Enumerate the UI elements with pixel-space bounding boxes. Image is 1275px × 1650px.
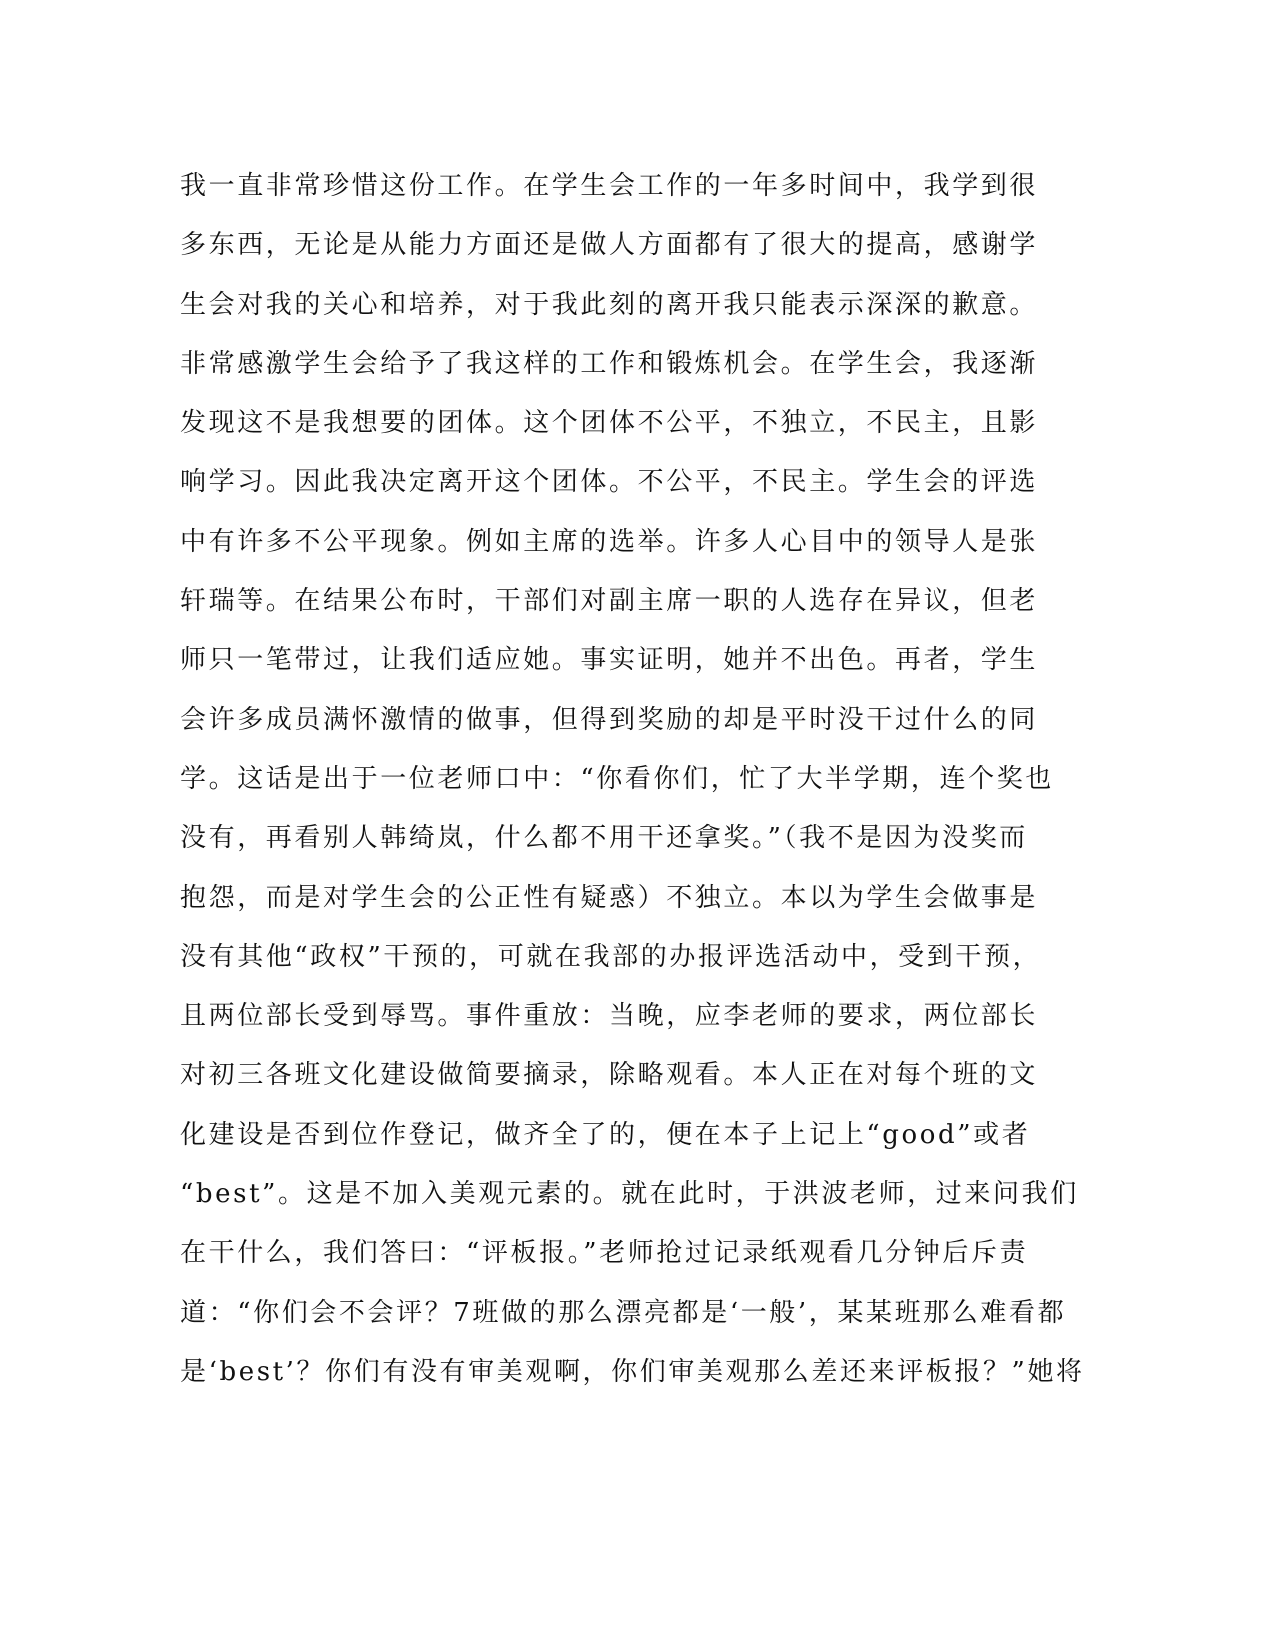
text-line-13: 抱怨，而是对学生会的公正性有疑惑）不独立。本以为学生会做事是: [180, 882, 1039, 913]
text-line-11: 学。这话是出于一位老师口中：“你看你们，忙了大半学期，连个奖也: [180, 763, 1054, 794]
text-line-8: 轩瑞等。在结果公布时，干部们对副主席一职的人选存在异议，但老: [180, 586, 1039, 617]
body-text: [180, 157, 1085, 1402]
text-line-16: 对初三各班文化建设做简要摘录，除略观看。本人正在对每个班的文: [180, 1060, 1039, 1091]
text-line-15: 且两位部长受到辱骂。事件重放：当晚，应李老师的要求，两位部长: [180, 1001, 1039, 1032]
text-line-5: 发现这不是我想要的团体。这个团体不公平，不独立，不民主，且影: [180, 408, 1039, 439]
text-line-3: 生会对我的关心和培养，对于我此刻的离开我只能表示深深的歉意。: [180, 289, 1039, 320]
text-line-18: “best”。这是不加入美观元素的。就在此时，于洪波老师，过来问我们: [180, 1179, 1079, 1210]
text-line-12: 没有，再看别人韩绮岚，什么都不用干还拿奖。”（我不是因为没奖而: [180, 823, 1028, 854]
text-line-7: 中有许多不公平现象。例如主席的选举。许多人心目中的领导人是张: [180, 526, 1039, 557]
text-line-20: 道：“你们会不会评？7班做的那么漂亮都是‘一般’，某某班那么难看都: [180, 1297, 1067, 1328]
text-line-9: 师只一笔带过，让我们适应她。事实证明，她并不出色。再者，学生: [180, 645, 1039, 676]
text-line-2: 多东西，无论是从能力方面还是做人方面都有了很大的提高，感谢学: [180, 230, 1039, 261]
text-line-21: 是‘best’？你们有没有审美观啊，你们审美观那么差还来评板报？”她将: [180, 1356, 1085, 1387]
text-line-10: 会许多成员满怀激情的做事，但得到奖励的却是平时没干过什么的同: [180, 704, 1039, 735]
text-line-14: 没有其他“政权”干预的，可就在我部的办报评选活动中，受到干预，: [180, 941, 1042, 972]
text-line-1: 我一直非常珍惜这份工作。在学生会工作的一年多时间中，我学到很: [180, 171, 1039, 201]
text-line-4: 非常感激学生会给予了我这样的工作和锻炼机会。在学生会，我逐渐: [180, 348, 1039, 379]
text-line-6: 响学习。因此我决定离开这个团体。不公平，不民主。学生会的评选: [180, 467, 1039, 498]
text-line-19: 在干什么，我们答曰：“评板报。”老师抢过记录纸观看几分钟后斥责: [180, 1238, 1029, 1269]
text-line-17: 化建设是否到位作登记，做齐全了的，便在本子上记上“good”或者: [180, 1119, 1031, 1150]
